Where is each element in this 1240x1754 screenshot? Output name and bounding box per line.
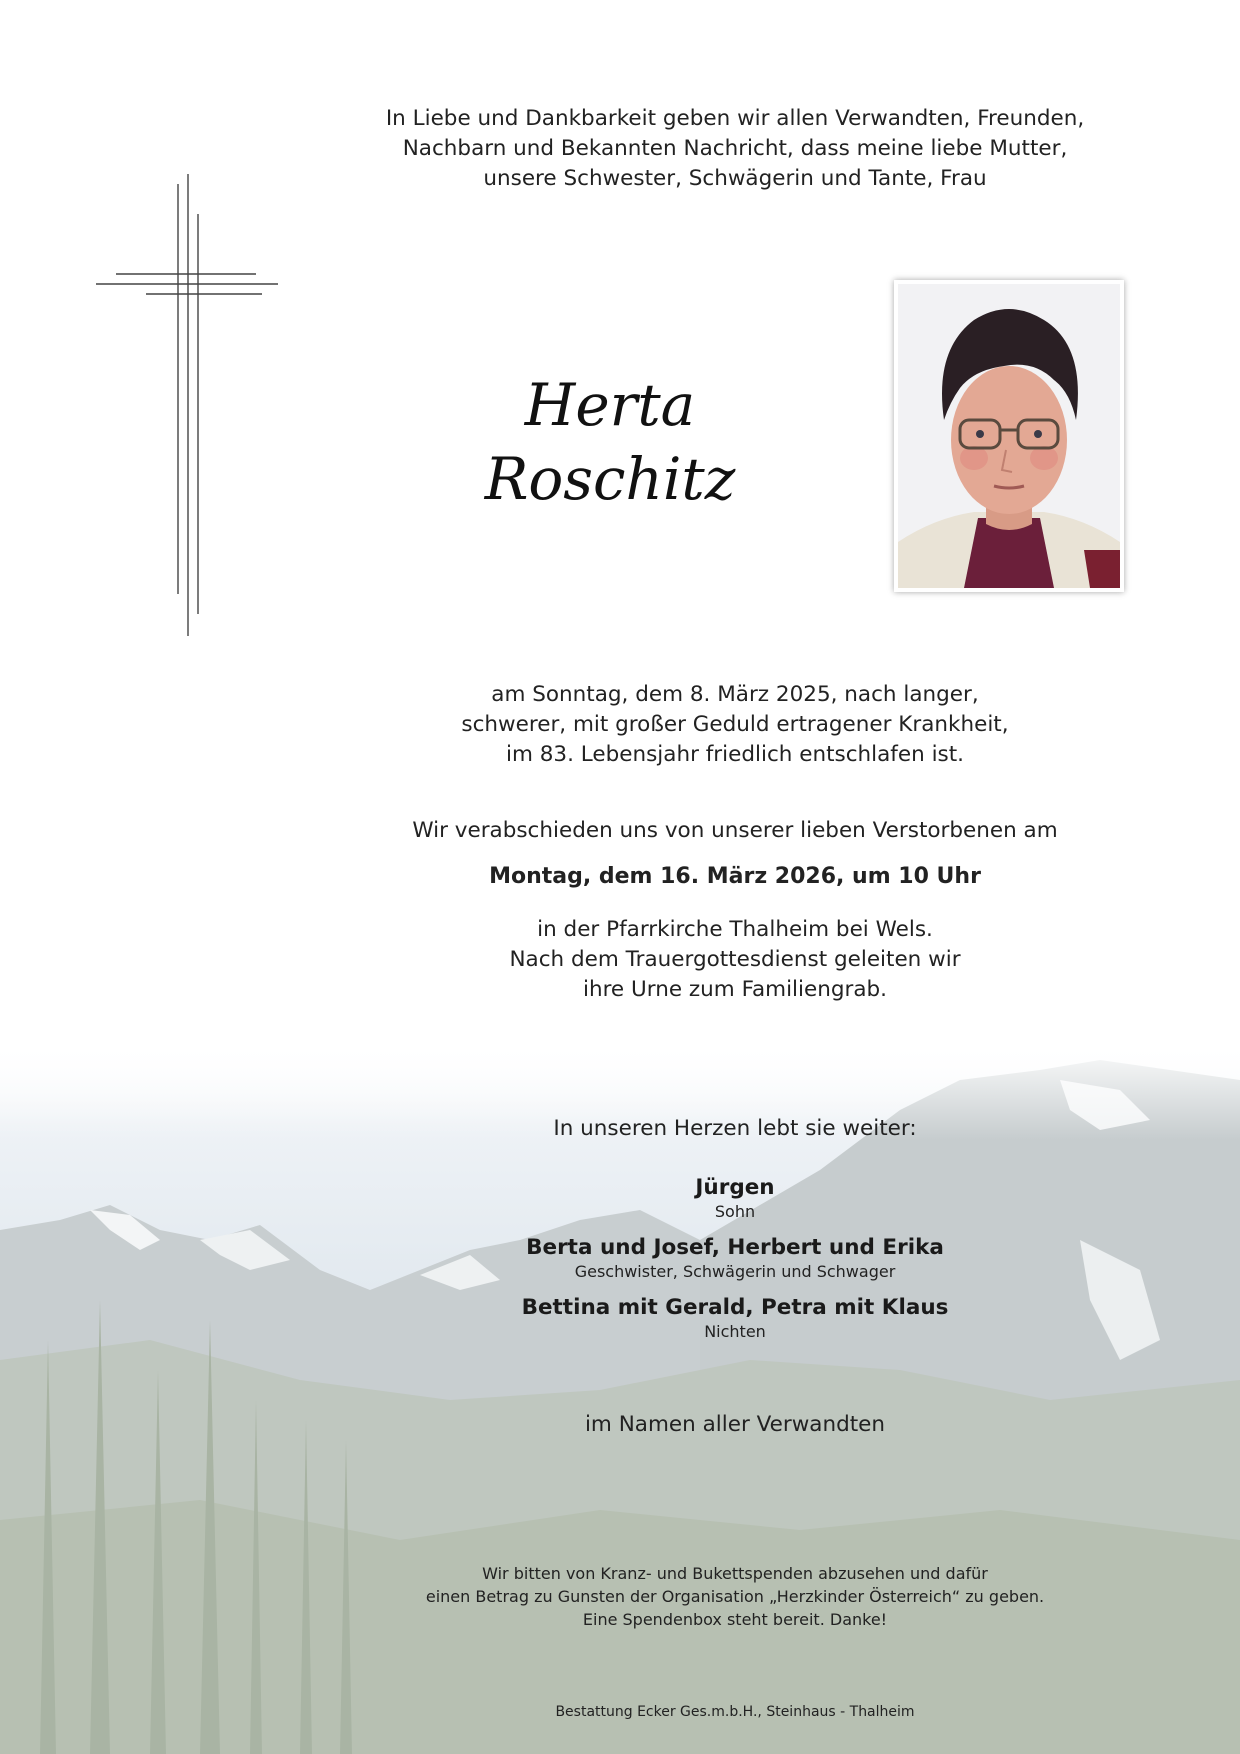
farewell-date: Montag, dem 16. März 2026, um 10 Uhr bbox=[489, 864, 981, 889]
cross-icon bbox=[96, 174, 282, 636]
intro-line: Nachbarn und Bekannten Nachricht, dass meine liebe Mutter, bbox=[402, 136, 1068, 161]
mourner-relation: Nichten bbox=[704, 1322, 766, 1341]
donation-line: einen Betrag zu Gunsten der Organisation „Herzkinder Österreich“ zu geben. bbox=[425, 1587, 1045, 1606]
donation-line: Wir bitten von Kranz- und Bukettspenden abzusehen und dafür bbox=[482, 1564, 988, 1583]
mourner-relation: Sohn bbox=[714, 1202, 756, 1221]
portrait-photo bbox=[894, 280, 1124, 592]
deceased-first-name: Herta bbox=[524, 371, 696, 439]
farewell-line: Nach dem Trauergottesdienst geleiten wir bbox=[509, 947, 961, 972]
mourners-list bbox=[330, 1174, 1140, 1354]
farewell-intro: Wir verabschieden uns von unserer lieben Verstorbenen am bbox=[412, 818, 1058, 843]
intro-text bbox=[330, 104, 1140, 194]
death-announcement bbox=[330, 680, 1140, 770]
mourner-entry bbox=[330, 1294, 1140, 1342]
deceased-last-name: Roschitz bbox=[484, 445, 736, 513]
death-line: schwerer, mit großer Geduld ertragener Krankheit, bbox=[461, 712, 1009, 737]
deceased-name bbox=[420, 368, 800, 516]
funeral-home-footer: Bestattung Ecker Ges.m.b.H., Steinhaus - Thalheim bbox=[555, 1704, 915, 1720]
mourner-relation: Geschwister, Schwägerin und Schwager bbox=[574, 1262, 896, 1281]
mourner-entry bbox=[330, 1174, 1140, 1222]
intro-line: In Liebe und Dankbarkeit geben wir allen Verwandten, Freunden, bbox=[385, 106, 1085, 131]
farewell-place bbox=[330, 915, 1140, 1005]
death-line: im 83. Lebensjahr friedlich entschlafen ist. bbox=[505, 742, 965, 767]
death-line: am Sonntag, dem 8. März 2025, nach langer, bbox=[491, 682, 979, 707]
mourners-closing: im Namen aller Verwandten bbox=[584, 1412, 886, 1437]
farewell-line: ihre Urne zum Familiengrab. bbox=[582, 977, 888, 1002]
mourner-name: Bettina mit Gerald, Petra mit Klaus bbox=[521, 1295, 949, 1320]
mourner-name: Jürgen bbox=[695, 1175, 775, 1200]
portrait-image bbox=[894, 280, 1124, 592]
donation-note bbox=[330, 1562, 1140, 1631]
farewell-line: in der Pfarrkirche Thalheim bei Wels. bbox=[537, 917, 933, 942]
mountain-landscape-background bbox=[0, 1040, 1240, 1754]
intro-line: unsere Schwester, Schwägerin und Tante, Frau bbox=[483, 166, 987, 191]
mourner-entry bbox=[330, 1234, 1140, 1282]
donation-line: Eine Spendenbox steht bereit. Danke! bbox=[582, 1610, 888, 1629]
mourner-name: Berta und Josef, Herbert und Erika bbox=[526, 1235, 944, 1260]
mourners-heading: In unseren Herzen lebt sie weiter: bbox=[553, 1116, 917, 1141]
